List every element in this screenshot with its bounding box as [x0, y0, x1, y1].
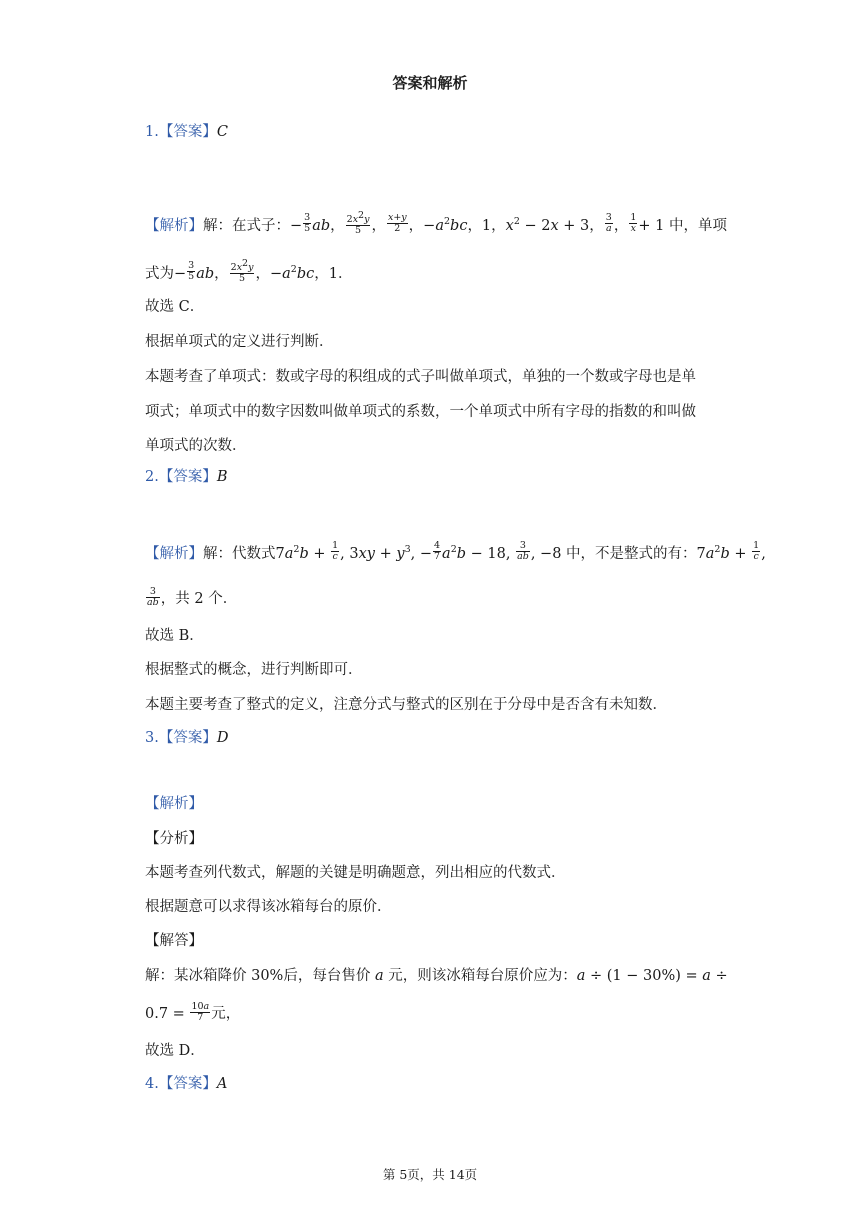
q2-analysis-line2: $\frac{3}{ab}$ ，共 2 个． — [147, 585, 238, 608]
q3-analysis-tag: 【解析】 — [145, 796, 203, 812]
q2-answer-line — [145, 466, 228, 488]
q3-line2: 根据题意可以求得该冰箱每台的原价． — [145, 899, 392, 915]
q1-answer: C — [216, 124, 228, 140]
q2-analysis-tag: 【解析】 — [145, 545, 203, 562]
q3-line1: 本题考查列代数式，解题的关键是明确题意，列出相应的代数式． — [145, 865, 566, 881]
q1-line6: 项式；单项式中的数字因数叫做单项式的系数，一个单项式中所有字母的指数的和叫做 — [145, 404, 696, 420]
q2-number: 2. — [145, 469, 159, 485]
q3-line4: 0.7 = $\frac{10a}{7}$ 元， — [145, 1000, 241, 1023]
q1-line4: 根据单项式的定义进行判断． — [145, 334, 334, 350]
q2-line3: 故选 B． — [145, 628, 204, 644]
q1-line7: 单项式的次数． — [145, 438, 247, 454]
q1-line5: 本题考查了单项式：数或字母的积组成的式子叫做单项式，单独的一个数或字母也是单 — [145, 369, 696, 385]
q4-answer-tag: 【答案】 — [158, 1076, 217, 1092]
q3-answer-line — [145, 727, 228, 749]
page-title: 答案和解析 — [392, 74, 468, 92]
q1-answer-line — [145, 121, 228, 143]
q3-answer: D — [216, 730, 229, 746]
q2-line5: 本题主要考查了整式的定义，注意分式与整式的区别在于分母中是否含有未知数． — [145, 697, 667, 713]
q1-number: 1. — [145, 124, 159, 140]
q3-line5: 故选 D． — [145, 1043, 205, 1059]
page-footer: 第 5页，共 14页 — [382, 1167, 478, 1182]
q1-line3: 故选 C． — [145, 299, 205, 315]
q3-number: 3. — [145, 730, 159, 746]
q2-answer-tag: 【答案】 — [158, 469, 217, 485]
q3-fenxi-tag: 【分析】 — [145, 831, 203, 847]
q1-analysis-line2: 式为− $\frac{3}{5}$ ab， $\frac{2x^2y}{5}$ ，$-a^2bc$，1． — [145, 258, 353, 285]
q1-analysis-tag: 【解析】 — [145, 217, 203, 234]
q2-line4: 根据整式的概念，进行判断即可． — [145, 662, 363, 678]
q4-answer: A — [216, 1076, 228, 1092]
q3-jieda-tag: 【解答】 — [145, 933, 203, 949]
q3-line3: 解：某冰箱降价 30%后，每台售价 a 元，则该冰箱每台原价应为：a ÷ (1 − 30%) = a ÷ — [145, 968, 728, 984]
q4-answer-line — [145, 1073, 227, 1095]
q2-analysis-line1: 【解析】解：代数式$7a^2b$ + $\frac{1}{c}$ , $3xy + y^3$, − $\frac{4}{7}$ $a^2b - 18$, $\frac{3}{ab}$ , −8 中，不是整式的有：$7a^2b$ + $\frac{1}{c}$ , — [145, 540, 766, 563]
q3-answer-tag: 【答案】 — [158, 730, 217, 746]
q2-answer: B — [216, 469, 228, 485]
q4-number: 4. — [145, 1076, 159, 1092]
q1-answer-tag: 【答案】 — [158, 124, 217, 140]
q1-analysis-line1: 【解析】解：在式子：− $\frac{3}{5}$ ab， $\frac{2x^2y}{5}$ ， $\frac{x+y}{2}$ ，$-a^2bc$，1，$x^2 - 2x + 3$， $\frac{3}{a}$ ， $\frac{1}{x}$ + 1 中，单项 — [145, 210, 727, 237]
